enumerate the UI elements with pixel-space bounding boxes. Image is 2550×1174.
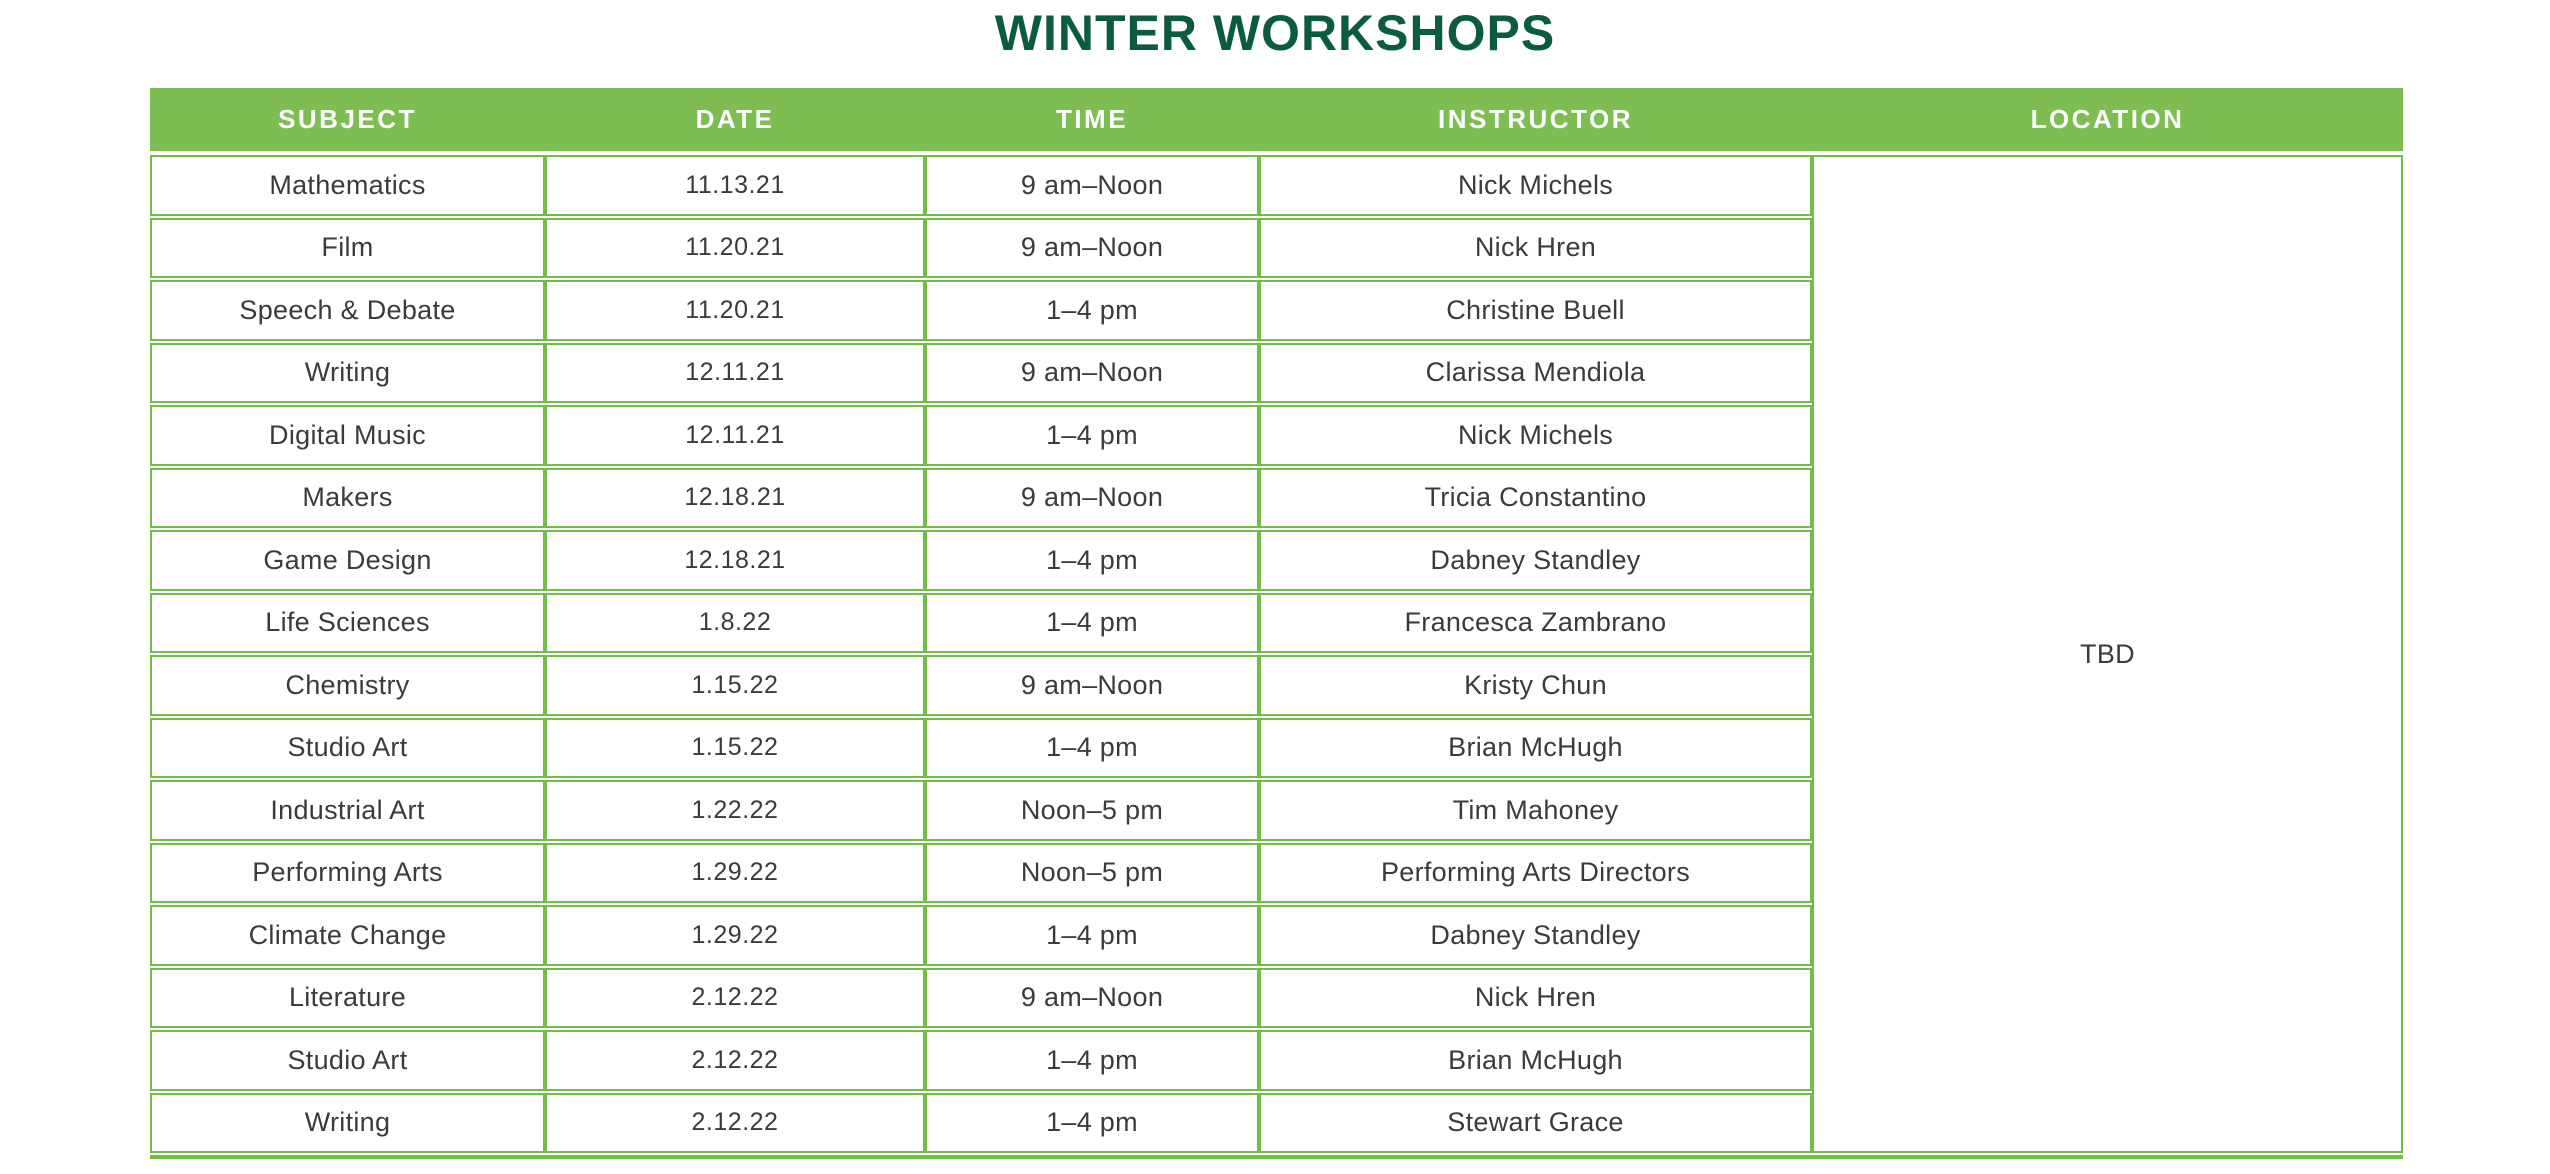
date-cell: 1.29.22 (545, 905, 925, 966)
subject-cell: Performing Arts (150, 843, 545, 904)
date-cell: 12.11.21 (545, 405, 925, 466)
instructor-cell: Brian McHugh (1259, 1030, 1812, 1091)
date-cell: 12.11.21 (545, 343, 925, 404)
time-cell: Noon–5 pm (925, 843, 1259, 904)
subject-cell: Chemistry (150, 655, 545, 716)
time-cell: 9 am–Noon (925, 968, 1259, 1029)
instructor-cell: Nick Hren (1259, 218, 1812, 279)
date-cell: 1.29.22 (545, 843, 925, 904)
date-cell: 1.15.22 (545, 718, 925, 779)
time-cell: Noon–5 pm (925, 780, 1259, 841)
time-cell: 9 am–Noon (925, 218, 1259, 279)
date-cell: 12.18.21 (545, 530, 925, 591)
time-cell: 1–4 pm (925, 905, 1259, 966)
time-cell: 9 am–Noon (925, 343, 1259, 404)
column-header-instructor: INSTRUCTOR (1438, 104, 1633, 134)
subject-cell: Makers (150, 468, 545, 529)
instructor-cell: Christine Buell (1259, 280, 1812, 341)
date-cell: 11.13.21 (545, 155, 925, 216)
column-header-time: TIME (1055, 104, 1129, 134)
time-cell: 1–4 pm (925, 280, 1259, 341)
instructor-cell: Dabney Standley (1259, 530, 1812, 591)
date-cell: 2.12.22 (545, 968, 925, 1029)
instructor-cell: Francesca Zambrano (1259, 593, 1812, 654)
subject-cell: Game Design (150, 530, 545, 591)
time-cell: 1–4 pm (925, 593, 1259, 654)
subject-cell: Studio Art (150, 718, 545, 779)
instructor-cell: Brian McHugh (1259, 718, 1812, 779)
subject-cell: Industrial Art (150, 780, 545, 841)
subject-cell: Climate Change (150, 905, 545, 966)
time-cell: 9 am–Noon (925, 468, 1259, 529)
time-cell: 9 am–Noon (925, 155, 1259, 216)
date-cell: 1.15.22 (545, 655, 925, 716)
time-cell: 1–4 pm (925, 1030, 1259, 1091)
instructor-cell: Dabney Standley (1259, 905, 1812, 966)
instructor-cell: Tim Mahoney (1259, 780, 1812, 841)
instructor-cell: Performing Arts Directors (1259, 843, 1812, 904)
time-cell: 9 am–Noon (925, 655, 1259, 716)
page-title: WINTER WORKSHOPS (994, 5, 1556, 61)
date-cell: 1.22.22 (545, 780, 925, 841)
subject-cell: Life Sciences (150, 593, 545, 654)
date-cell: 11.20.21 (545, 218, 925, 279)
date-cell: 11.20.21 (545, 280, 925, 341)
instructor-cell: Stewart Grace (1259, 1093, 1812, 1154)
subject-cell: Speech & Debate (150, 280, 545, 341)
subject-cell: Writing (150, 343, 545, 404)
winter-workshops-table (150, 88, 2403, 1159)
subject-cell: Digital Music (150, 405, 545, 466)
time-cell: 1–4 pm (925, 718, 1259, 779)
date-cell: 2.12.22 (545, 1030, 925, 1091)
column-header-location: LOCATION (2030, 104, 2185, 134)
location-cell: TBD (1812, 155, 2403, 1153)
table-header-row (150, 88, 2403, 151)
column-header-subject: SUBJECT (278, 104, 417, 134)
time-cell: 1–4 pm (925, 405, 1259, 466)
date-cell: 1.8.22 (545, 593, 925, 654)
instructor-cell: Kristy Chun (1259, 655, 1812, 716)
instructor-cell: Tricia Constantino (1259, 468, 1812, 529)
instructor-cell: Clarissa Mendiola (1259, 343, 1812, 404)
subject-cell: Studio Art (150, 1030, 545, 1091)
table-body (150, 155, 2403, 1159)
instructor-cell: Nick Michels (1259, 155, 1812, 216)
instructor-cell: Nick Michels (1259, 405, 1812, 466)
date-cell: 12.18.21 (545, 468, 925, 529)
column-header-date: DATE (695, 104, 775, 134)
time-cell: 1–4 pm (925, 530, 1259, 591)
date-cell: 2.12.22 (545, 1093, 925, 1154)
time-cell: 1–4 pm (925, 1093, 1259, 1154)
instructor-cell: Nick Hren (1259, 968, 1812, 1029)
subject-cell: Mathematics (150, 155, 545, 216)
subject-cell: Film (150, 218, 545, 279)
subject-cell: Writing (150, 1093, 545, 1154)
subject-cell: Literature (150, 968, 545, 1029)
